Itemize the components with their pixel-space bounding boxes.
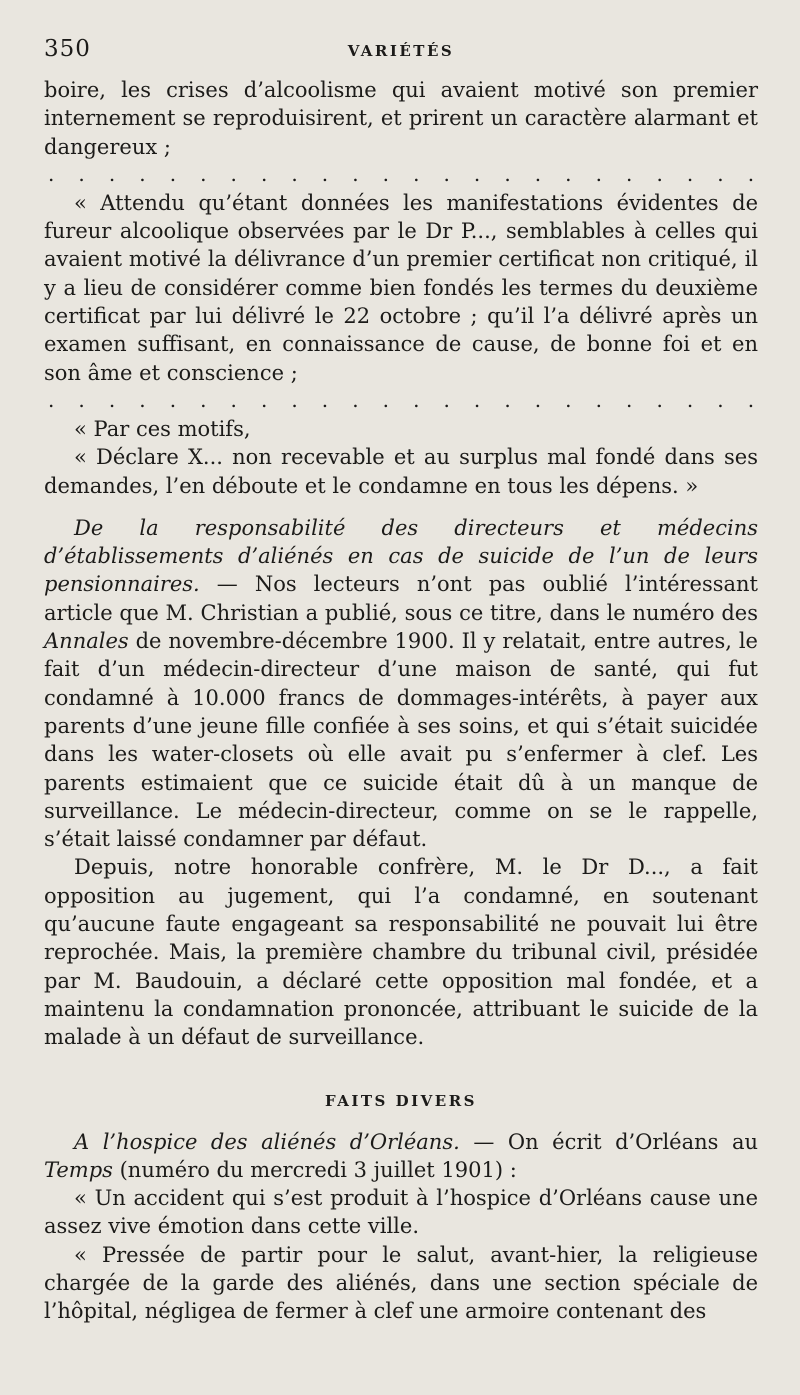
ellipsis-divider: . . . . . . . . . . . . . . . . . . . . . . . .	[48, 387, 755, 412]
journal-name: Annales	[44, 629, 129, 654]
paragraph-continuation: boire, les crises d’alcoolisme qui avaient motivé son premier internement se reproduisirent, et prirent un caractère alarmant et dangereux ;	[44, 78, 758, 159]
page-header	[44, 30, 758, 76]
paragraph-accident: « Un accident qui s’est produit à l’hospice d’Orléans cause une assez vive émotion dans cette ville.	[44, 1186, 758, 1239]
article-text: de novembre-décembre 1900. Il y relatait, entre autres, le fait d’un médecin-directeur d’une maison de santé, qui fut condamné à 10.000 francs de dommages-intérêts, à payer aux parents d’une jeune fille confiée à ses soins, et qui s’était suicidée dans les water-closets où elle avait pu s’enfermer à clef. Les parents estimaient que ce suicide était dû à un manque de surveillance. Le médecin-directeur, comme on se le rappelle, s’était laissé condamner par défaut.	[44, 629, 758, 852]
newspaper-name: Temps	[44, 1157, 113, 1182]
page-number: 350	[44, 36, 91, 62]
section-title: FAITS DIVERS	[324, 1091, 478, 1110]
paragraph-responsabilite	[44, 514, 758, 854]
article-text: — Nos lecteurs n’ont pas oublié l’intéressant article que M. Christian a publié, sous ce titre, dans le numéro des	[44, 572, 758, 625]
paragraph-opposition: Depuis, notre honorable confrère, M. le Dr D..., a fait opposition au jugement, qui l’a condamné, en soutenant qu’aucune faute engageant sa responsabilité ne pouvait lui être reprochée. Mais, la première chambre du tribunal civil, présidée par M. Baudouin, a déclaré cette opposition mal fondée, et a maintenu la condamnation prononcée, attribuant le suicide de la malade à un défaut de surveillance.	[44, 855, 758, 1050]
paragraph-motifs: « Par ces motifs,	[74, 416, 251, 441]
paragraph-attendu: « Attendu qu’étant données les manifestations évidentes de fureur alcoolique observées par le Dr P..., semblables à celles qui avaient motivé la délivrance d’un premier certificat non critiqué, il y a lieu de considérer comme bien fondés les termes du deuxième certificat par lui délivré le 22 octobre ; qu’il l’a délivré après un examen suffisant, en connaissance de cause, de bonne foi et en son âme et conscience ;	[44, 190, 758, 385]
article-text: (numéro du mercredi 3 juillet 1901) :	[112, 1157, 517, 1182]
paragraph-declare: « Déclare X... non recevable et au surplus mal fondé dans ses demandes, l’en déboute et le condamne en tous les dépens. »	[44, 445, 758, 498]
article-heading: De la responsabilité des directeurs et médecins d’établissements d’aliénés en cas de suicide de l’un de leurs pensionnaires.	[44, 515, 758, 597]
article-heading: A l’hospice des aliénés d’Orléans.	[74, 1129, 460, 1154]
article-text: — On écrit d’Orléans au	[459, 1129, 758, 1154]
ellipsis-divider: . . . . . . . . . . . . . . . . . . . . . . . .	[48, 161, 755, 186]
paragraph-orleans	[44, 1128, 758, 1185]
paragraph-religieuse: « Pressée de partir pour le salut, avant-hier, la religieuse chargée de la garde des aliénés, dans une section spéciale de l’hôpital, négligea de fermer à clef une armoire contenant des	[44, 1242, 758, 1324]
running-head: VARIÉTÉS	[347, 42, 455, 60]
